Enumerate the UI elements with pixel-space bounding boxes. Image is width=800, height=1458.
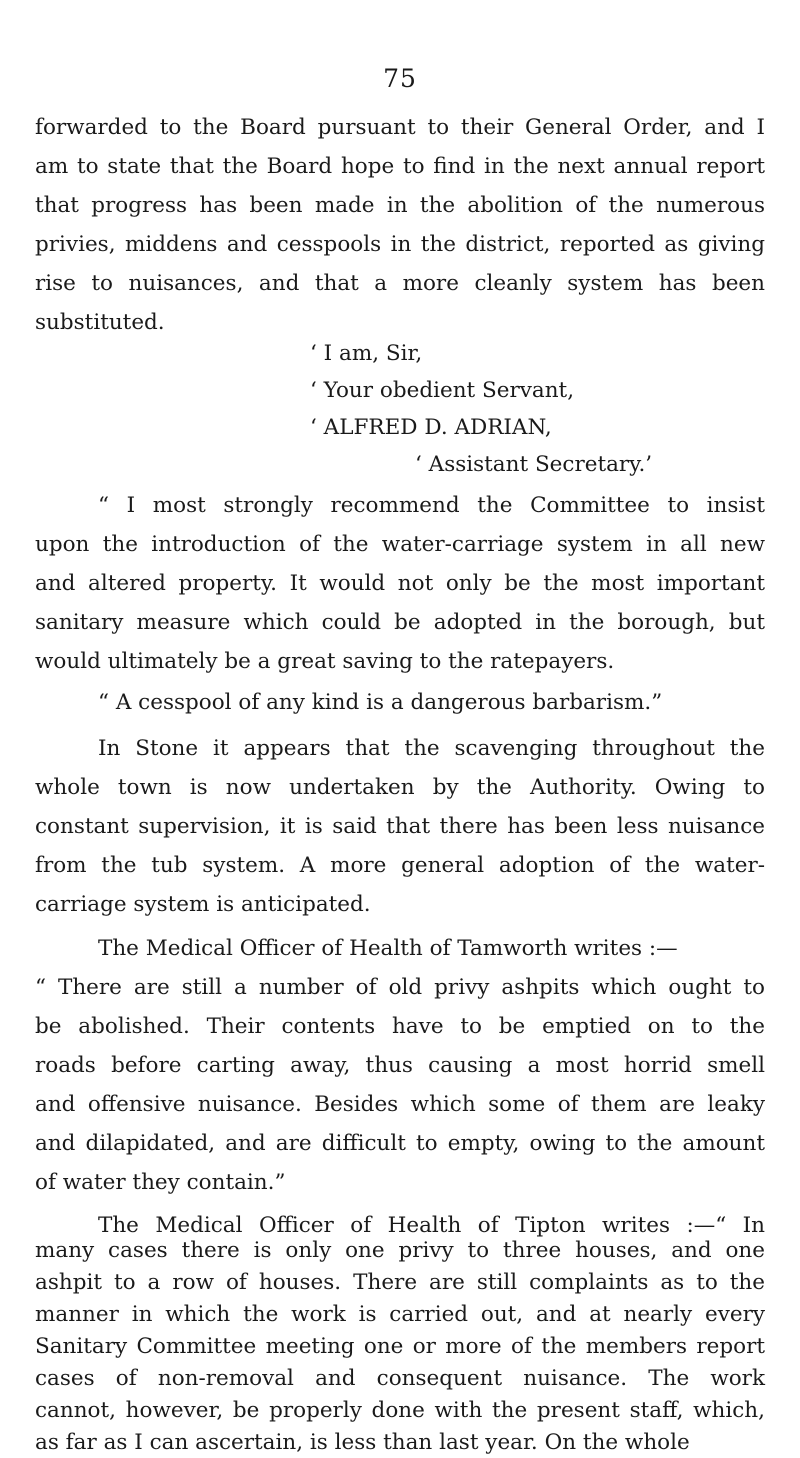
letter-closing: ‘ I am, Sir, (310, 341, 423, 366)
text-line: ashpit to a row of houses. There are still complaints as to the (35, 1270, 765, 1295)
text-line: would ultimately be a great saving to the ratepayers. (35, 649, 615, 674)
text-line: be abolished. Their contents have to be emptied on to the (35, 1014, 765, 1039)
text-line: upon the introduction of the water-carriage system in all new (35, 532, 765, 557)
text-line: carriage system is anticipated. (35, 892, 371, 917)
text-line: privies, middens and cesspools in the district, reported as giving (35, 232, 765, 257)
text-line: substituted. (35, 310, 165, 335)
text-line: as far as I can ascertain, is less than last year. On the whole (35, 1430, 690, 1455)
signature-title: ‘ Assistant Secretary.’ (415, 452, 653, 477)
page-number: 75 (383, 64, 417, 93)
text-line: rise to nuisances, and that a more cleanly system has been (35, 271, 765, 296)
text-line: “ I most strongly recommend the Committee to insist (98, 493, 765, 518)
text-line: “ A cesspool of any kind is a dangerous barbarism.” (98, 690, 663, 715)
text-line: cases of non-removal and consequent nuisance. The work (35, 1366, 765, 1391)
letter-closing: ‘ Your obedient Servant, (310, 378, 575, 403)
text-line: am to state that the Board hope to find in the next annual report (35, 154, 765, 179)
text-line: The Medical Officer of Health of Tipton writes :—“ In (98, 1213, 765, 1238)
text-line: and altered property. It would not only be the most important (35, 571, 765, 596)
signature-name: ‘ ALFRED D. ADRIAN, (310, 415, 552, 440)
text-line: that progress has been made in the abolition of the numerous (35, 193, 765, 218)
text-line: of water they contain.” (35, 1170, 286, 1195)
text-line: cannot, however, be properly done with the present staff, which, (35, 1398, 765, 1423)
text-line: manner in which the work is carried out, and at nearly every (35, 1302, 765, 1327)
text-line: many cases there is only one privy to three houses, and one (35, 1238, 765, 1263)
text-line: Sanitary Committee meeting one or more of the members report (35, 1334, 765, 1359)
text-line: In Stone it appears that the scavenging throughout the (98, 736, 765, 761)
text-line: whole town is now undertaken by the Authority. Owing to (35, 775, 765, 800)
text-line: sanitary measure which could be adopted in the borough, but (35, 610, 765, 635)
text-line: roads before carting away, thus causing a most horrid smell (35, 1053, 765, 1078)
text-line: The Medical Officer of Health of Tamworth writes :— (98, 936, 678, 961)
text-line: from the tub system. A more general adoption of the water- (35, 853, 765, 878)
text-line: and dilapidated, and are difficult to empty, owing to the amount (35, 1131, 765, 1156)
text-line: “ There are still a number of old privy ashpits which ought to (35, 975, 765, 1000)
text-line: forwarded to the Board pursuant to their General Order, and I (35, 115, 765, 140)
text-line: constant supervision, it is said that there has been less nuisance (35, 814, 765, 839)
text-line: and offensive nuisance. Besides which some of them are leaky (35, 1092, 765, 1117)
